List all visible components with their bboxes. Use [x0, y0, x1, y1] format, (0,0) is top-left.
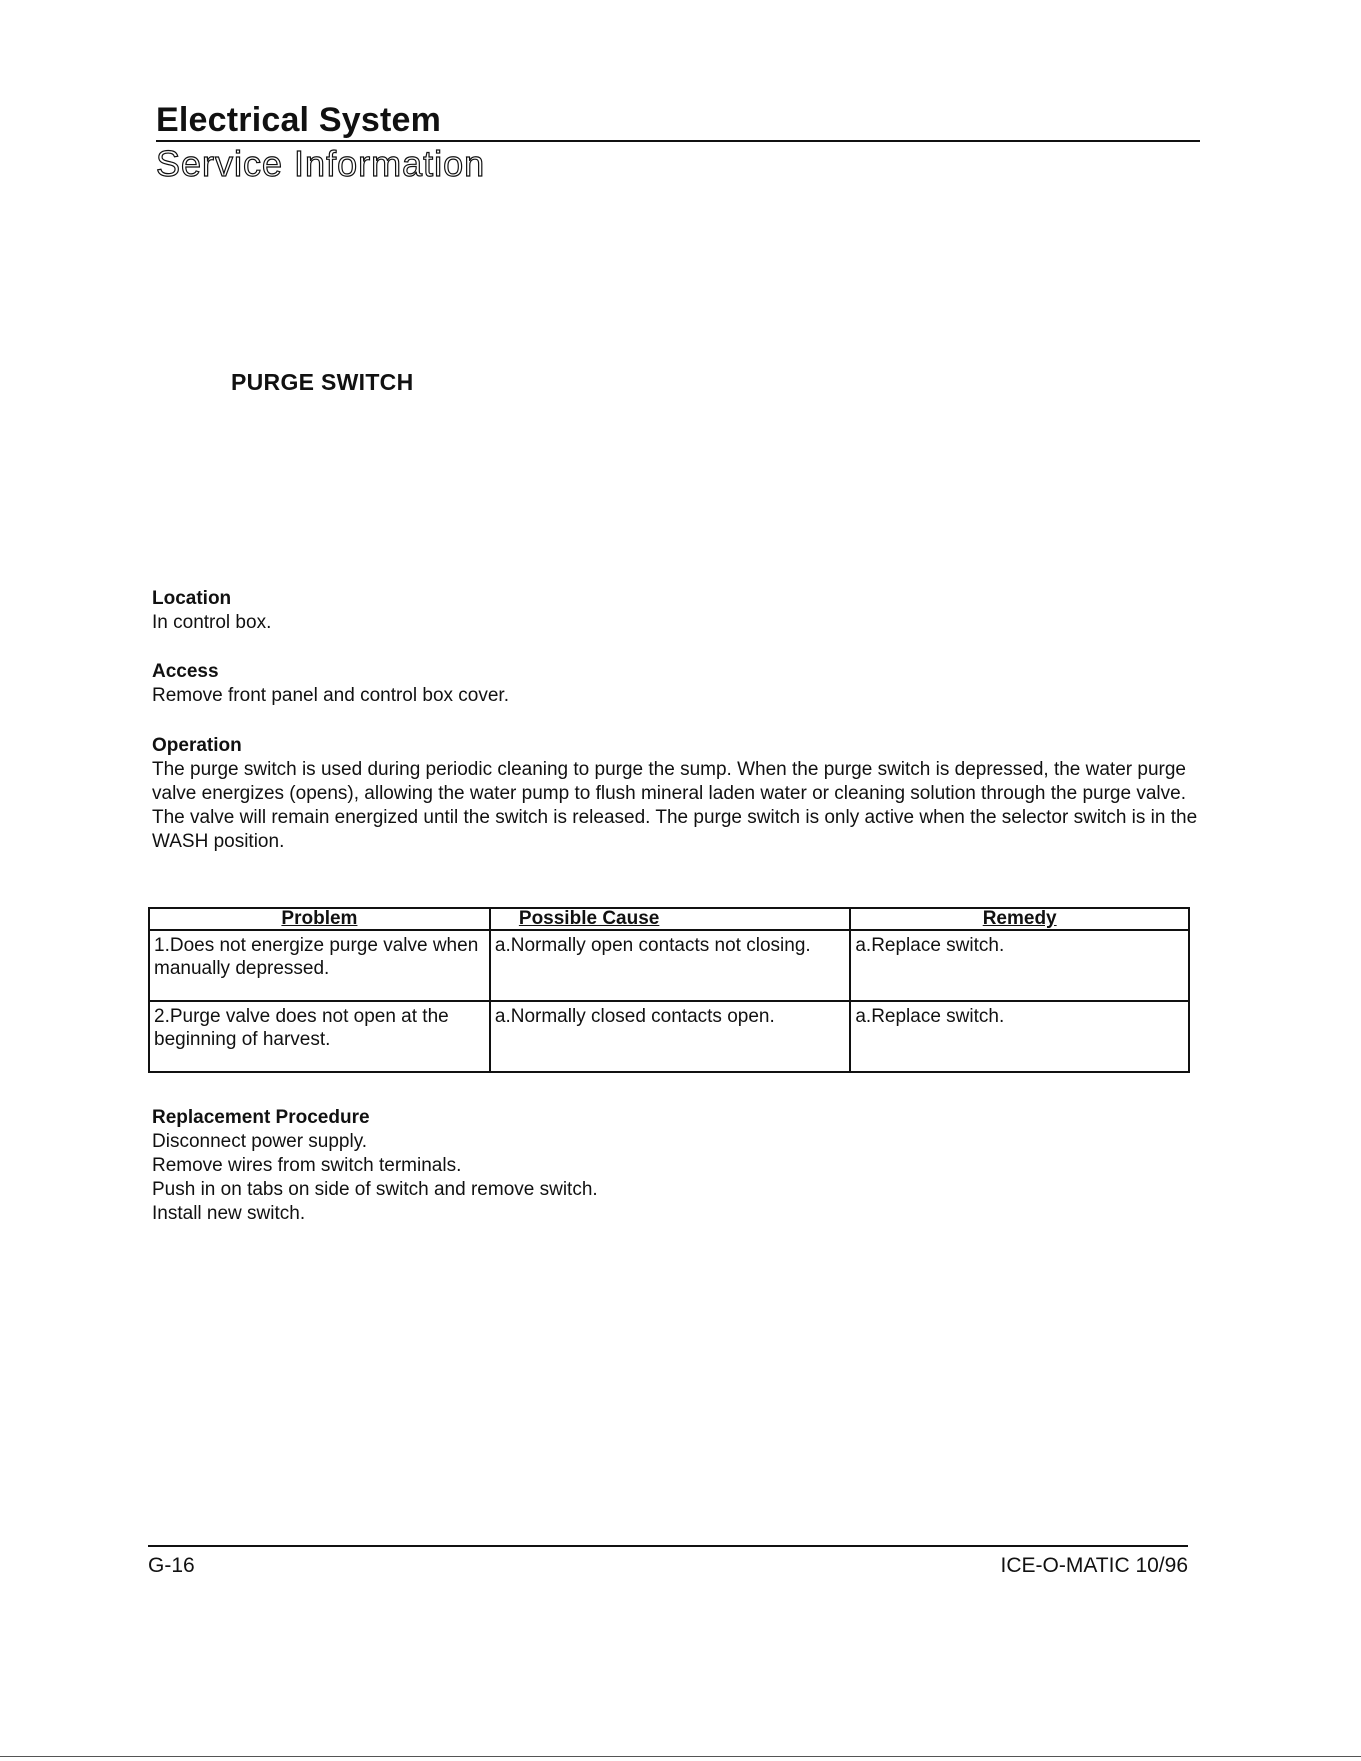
publisher-date: ICE-O-MATIC 10/96: [1000, 1554, 1188, 1577]
replacement-heading: Replacement Procedure: [152, 1107, 370, 1128]
table-row: [149, 1001, 1189, 1072]
header-title: Electrical System: [156, 100, 1200, 142]
page-footer: [148, 1545, 1188, 1577]
operation-heading: Operation: [152, 735, 242, 756]
header-subtitle: Service Information: [156, 143, 486, 184]
replacement-section: [152, 1106, 1212, 1226]
operation-section: [152, 734, 1212, 854]
bottom-divider: [0, 1756, 1361, 1757]
remedy-cell: a.Replace switch.: [850, 930, 1189, 1001]
access-section: [152, 660, 1212, 708]
location-section: [152, 587, 1212, 635]
procedure-step: Push in on tabs on side of switch and remove switch.: [152, 1179, 598, 1200]
page-header: [156, 100, 1200, 184]
access-heading: Access: [152, 661, 219, 682]
cause-cell: a.Normally open contacts not closing.: [490, 930, 850, 1001]
procedure-step: Disconnect power supply.: [152, 1131, 368, 1152]
access-text: Remove front panel and control box cover.: [152, 685, 509, 706]
procedure-step: Install new switch.: [152, 1203, 306, 1224]
column-header-remedy: Remedy: [850, 908, 1189, 930]
table-row: [149, 930, 1189, 1001]
location-text: In control box.: [152, 612, 272, 633]
column-header-possible-cause: Possible Cause: [490, 908, 850, 930]
table-header-row: [149, 908, 1189, 930]
procedure-step: Remove wires from switch terminals.: [152, 1155, 462, 1176]
operation-text: The purge switch is used during periodic cleaning to purge the sump. When the purge switch is depressed, the water purge valve energizes (opens), allowing the water pump to flush mineral laden water or cleaning solution through the purge valve. The valve will remain energized until the switch is released. The purge switch is only active when the selector switch is in the WASH position.: [152, 759, 1198, 852]
page-number: G-16: [148, 1554, 195, 1577]
problem-cell: 2.Purge valve does not open at the beginning of harvest.: [149, 1001, 490, 1072]
cause-cell: a.Normally closed contacts open.: [490, 1001, 850, 1072]
location-heading: Location: [152, 588, 232, 609]
column-header-problem: Problem: [149, 908, 490, 930]
troubleshooting-table: [148, 907, 1190, 1073]
problem-cell: 1.Does not energize purge valve when manually depressed.: [149, 930, 490, 1001]
remedy-cell: a.Replace switch.: [850, 1001, 1189, 1072]
section-title: PURGE SWITCH: [231, 369, 414, 395]
